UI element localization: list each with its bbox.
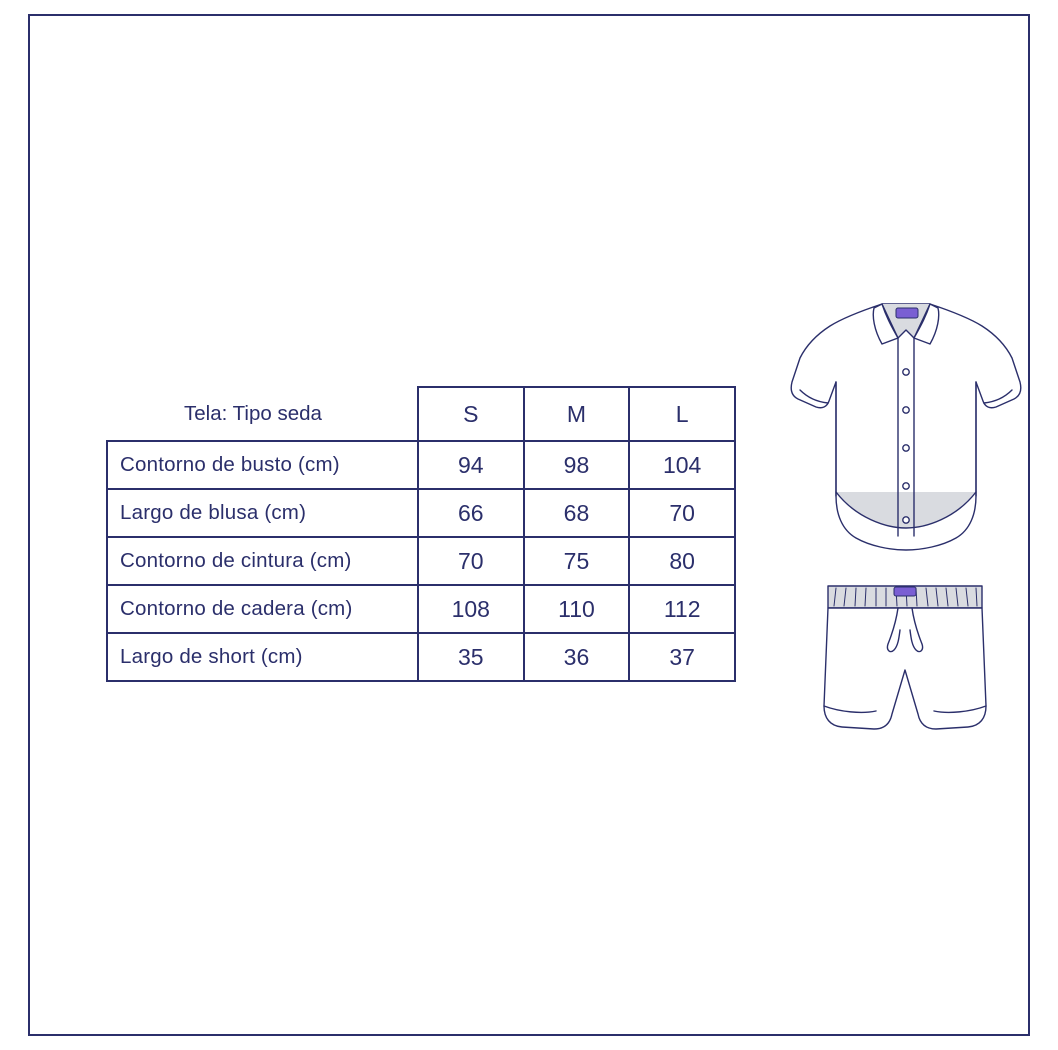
brand-tag-icon [894, 587, 916, 596]
size-header-m: M [524, 387, 630, 441]
size-header-s: S [418, 387, 524, 441]
row-label-busto: Contorno de busto (cm) [107, 441, 418, 489]
row-label-largo-short: Largo de short (cm) [107, 633, 418, 681]
row-label-largo-blusa: Largo de blusa (cm) [107, 489, 418, 537]
row-cadera-l: 112 [629, 585, 735, 633]
row-label-cadera: Contorno de cadera (cm) [107, 585, 418, 633]
row-busto-s: 94 [418, 441, 524, 489]
row-cintura-l: 80 [629, 537, 735, 585]
table-row [107, 585, 735, 633]
table-row [107, 441, 735, 489]
size-header-l: L [629, 387, 735, 441]
row-cadera-s: 108 [418, 585, 524, 633]
table-row [107, 633, 735, 681]
row-cadera-m: 110 [524, 585, 630, 633]
row-busto-l: 104 [629, 441, 735, 489]
table-row [107, 537, 735, 585]
size-chart-table [106, 386, 736, 682]
row-busto-m: 98 [524, 441, 630, 489]
shorts-illustration [800, 578, 1010, 753]
row-largo-short-m: 36 [524, 633, 630, 681]
row-largo-blusa-l: 70 [629, 489, 735, 537]
row-label-cintura: Contorno de cintura (cm) [107, 537, 418, 585]
table-row [107, 489, 735, 537]
row-largo-short-l: 37 [629, 633, 735, 681]
row-largo-blusa-s: 66 [418, 489, 524, 537]
fabric-note: Tela: Tipo seda [184, 401, 322, 425]
row-cintura-s: 70 [418, 537, 524, 585]
row-largo-blusa-m: 68 [524, 489, 630, 537]
brand-tag-icon [896, 308, 918, 318]
table-header-row [107, 387, 735, 441]
row-largo-short-s: 35 [418, 633, 524, 681]
row-cintura-m: 75 [524, 537, 630, 585]
shirt-illustration [786, 286, 1026, 581]
